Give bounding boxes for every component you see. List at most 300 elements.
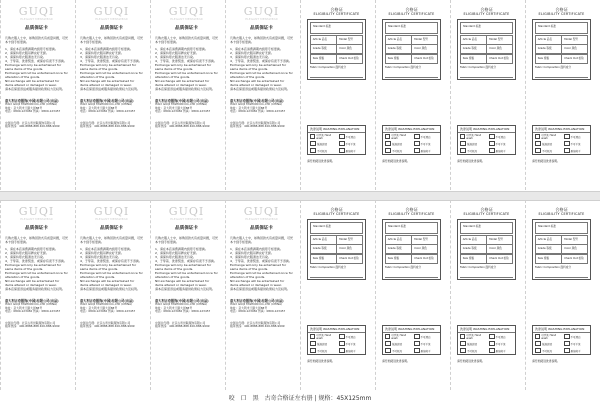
field-model: Model 型号 bbox=[411, 235, 438, 245]
hang-dry-icon bbox=[414, 348, 420, 353]
warranty-rule: 3、请保持原衣服清洁无污染。 bbox=[155, 55, 196, 59]
wash-item: 悬挂晾干 bbox=[562, 347, 591, 354]
warranty-rule: 3、请保持原衣服清洁无污染。 bbox=[5, 55, 46, 59]
wash-box bbox=[532, 125, 591, 155]
brand-logo: GUQI bbox=[93, 5, 130, 18]
dryclean-icon bbox=[564, 141, 570, 146]
dryclean-icon bbox=[564, 341, 570, 346]
hang-dry-icon bbox=[489, 148, 495, 153]
warranty-intro: 凡购衣服人士中，如购回款式有质量问题，可凭本卡到专柜更换。 bbox=[5, 236, 69, 244]
warranty-rule: 请本店保留退货或服务提供政策权力及权利。 bbox=[230, 87, 291, 91]
warranty-title: 品质保证卡 bbox=[250, 226, 273, 231]
company-address: 地址：意大利米兰路大街88号 bbox=[155, 305, 193, 310]
wash-item: 可手洗 Hand wash bbox=[308, 333, 337, 340]
warranty-rule: Exchange will only be entertained for same items of the goods. bbox=[230, 263, 287, 271]
wash-item: 低温熨烫 bbox=[533, 140, 562, 147]
field-grade: Grade 等级 bbox=[385, 44, 412, 54]
wash-item: 不可机洗 bbox=[533, 347, 562, 354]
field-check: Check Out 检验 bbox=[486, 54, 513, 64]
cert-subtitle: ELIGIBILITY CERTIFICATE bbox=[388, 212, 435, 216]
warranty-card-3 bbox=[150, 0, 222, 190]
warranty-rule: Exchange will only be entertained for same items of the goods. bbox=[5, 263, 62, 271]
company-cn: 意大利古奇服饰(中国)有限公司(出品) bbox=[230, 299, 284, 303]
certificate-card-6 bbox=[375, 200, 447, 390]
warranty-rule: Exchange will not be entertained once for alteration of the goods. bbox=[155, 71, 218, 79]
wash-item: 不可干洗 bbox=[487, 140, 516, 147]
cert-title: 合格证 bbox=[405, 207, 418, 212]
cert-title: 合格证 bbox=[405, 7, 418, 12]
iron-icon bbox=[385, 141, 391, 146]
company-tel: 电话：0800-123456 传真：0800-123457 bbox=[155, 309, 211, 314]
field-size: Size 规格 bbox=[460, 254, 487, 264]
company-address: 地址：意大利米兰路大街88号 bbox=[5, 105, 43, 110]
maker-tel: 服务热线：400-8888-888 400-888-9999 bbox=[155, 124, 210, 129]
machine-wash-icon bbox=[535, 148, 541, 153]
hang-dry-icon bbox=[489, 348, 495, 353]
company-cn: 意大利古奇服饰(中国)有限公司(出品) bbox=[80, 99, 134, 103]
company-tel: 电话：0800-123456 传真：0800-123457 bbox=[5, 309, 61, 314]
warranty-intro: 凡购衣服人士中，如购回款式有质量问题，可凭本卡到专柜更换。 bbox=[80, 236, 144, 244]
cert-fields bbox=[307, 219, 366, 280]
cert-fields bbox=[532, 219, 591, 280]
iron-icon bbox=[385, 341, 391, 346]
brand-logo: GUQI bbox=[168, 205, 205, 218]
brand-logo: GUQI bbox=[18, 5, 55, 18]
warranty-rule: NO exchange will be entertained for items altered or damaged in wear. bbox=[230, 279, 285, 287]
cert-fields bbox=[382, 19, 441, 80]
warranty-rule: 2、请保持原衣服吊牌完好无损。 bbox=[230, 251, 274, 255]
brand-logo: GUQI bbox=[243, 205, 280, 218]
field-article: Article 品名 bbox=[310, 235, 337, 245]
maker: 中国总代理：北京古奇世联服饰有限公司 bbox=[155, 320, 206, 325]
wash-item: 悬挂晾干 bbox=[337, 347, 366, 354]
warranty-rule: 3、请保持原衣服清洁无污染。 bbox=[80, 55, 121, 59]
certificate-card-4 bbox=[525, 0, 597, 190]
company-en: ITALY GUQI FASHION CO.,LTD (CHINA) bbox=[230, 102, 283, 106]
warranty-rule: 3、请保持原衣服清洁无污染。 bbox=[230, 255, 271, 259]
warranty-rule: Exchange will not be entertained once for alteration of the goods. bbox=[5, 271, 68, 279]
warranty-rule: Exchange will only be entertained for same items of the goods. bbox=[155, 263, 212, 271]
warranty-rule: 4、于穿着、洗涤熨烫、或保存有误不予退换。 bbox=[80, 59, 142, 63]
wash-box bbox=[307, 325, 366, 355]
iron-icon bbox=[535, 341, 541, 346]
wash-item: 不可漂白 bbox=[337, 133, 366, 140]
bleach-icon bbox=[564, 334, 570, 339]
hang-dry-icon bbox=[564, 148, 570, 153]
wash-item: 不可干洗 bbox=[412, 140, 441, 147]
machine-wash-icon bbox=[385, 348, 391, 353]
maker-tel: 服务热线：400-8888-888 400-888-9999 bbox=[80, 124, 135, 129]
machine-wash-icon bbox=[460, 148, 466, 153]
cert-fields bbox=[457, 19, 516, 80]
warranty-card-6 bbox=[75, 200, 147, 390]
warranty-rule: 4、于穿着、洗涤熨烫、或保存有误不予退换。 bbox=[5, 59, 67, 63]
warranty-rule: Exchange will not be entertained once for alteration of the goods. bbox=[230, 271, 293, 279]
warranty-rule: 请本店保留退货或服务提供政策权力及权利。 bbox=[80, 287, 141, 291]
bleach-icon bbox=[414, 134, 420, 139]
wash-box bbox=[382, 325, 441, 355]
machine-wash-icon bbox=[460, 348, 466, 353]
certificate-card-5 bbox=[300, 200, 372, 390]
warranty-card-1 bbox=[0, 0, 72, 190]
field-size: Size 规格 bbox=[535, 54, 562, 64]
wash-head: 洗涤说明 WASHING EXPLANATION bbox=[383, 126, 440, 133]
company-en: ITALY GUQI FASHION CO.,LTD (CHINA) bbox=[80, 302, 133, 306]
brand-logo: GUQI bbox=[93, 205, 130, 218]
certificate-card-7 bbox=[450, 200, 522, 390]
wash-icon bbox=[535, 334, 540, 339]
field-color: Color 颜色 bbox=[486, 44, 513, 54]
wash-item: 悬挂晾干 bbox=[562, 147, 591, 154]
wash-item: 不可干洗 bbox=[337, 340, 366, 347]
warranty-rule: Exchange will only be entertained for same items of the goods. bbox=[80, 263, 137, 271]
field-check: Check Out 检验 bbox=[561, 54, 588, 64]
maker-tel: 服务热线：400-8888-888 400-888-9999 bbox=[230, 124, 285, 129]
warranty-rule: 1、请在本店消费满期内到原专柜更换。 bbox=[155, 247, 208, 251]
cert-foot: 请仔细阅读洗涤说明。 bbox=[457, 359, 485, 364]
wash-item: 可手洗 Hand wash bbox=[533, 133, 562, 140]
warranty-rule: 1、请在本店消费满期内到原专柜更换。 bbox=[155, 47, 208, 51]
field-model: Model 型号 bbox=[486, 35, 513, 45]
wash-box bbox=[457, 325, 516, 355]
field-color: Color 颜色 bbox=[561, 44, 588, 54]
warranty-title: 品质保证卡 bbox=[100, 26, 123, 31]
wash-head: 洗涤说明 WASHING EXPLANATION bbox=[458, 126, 515, 133]
brand-tagline: ELEGANT MENSWEAR bbox=[20, 17, 53, 21]
warranty-rule: 1、请在本店消费满期内到原专柜更换。 bbox=[80, 247, 133, 251]
dryclean-icon bbox=[489, 341, 495, 346]
wash-head: 洗涤说明 WASHING EXPLANATION bbox=[533, 126, 590, 133]
field-size: Size 规格 bbox=[385, 54, 412, 64]
company-en: ITALY GUQI FASHION CO.,LTD (CHINA) bbox=[155, 102, 208, 106]
wash-icon bbox=[460, 334, 465, 339]
field-grade: Grade 等级 bbox=[460, 244, 487, 254]
field-check: Check Out 检验 bbox=[336, 54, 363, 64]
company-address: 地址：意大利米兰路大街88号 bbox=[5, 305, 43, 310]
company-tel: 电话：0800-123456 传真：0800-123457 bbox=[80, 109, 136, 114]
warranty-rule: 1、请在本店消费满期内到原专柜更换。 bbox=[5, 47, 58, 51]
wash-item: 不可干洗 bbox=[487, 340, 516, 347]
wash-item: 不可干洗 bbox=[562, 140, 591, 147]
warranty-rule: 1、请在本店消费满期内到原专柜更换。 bbox=[230, 47, 283, 51]
warranty-rule: 3、请保持原衣服清洁无污染。 bbox=[230, 55, 271, 59]
warranty-rule: NO exchange will be entertained for items altered or damaged in wear. bbox=[155, 279, 210, 287]
wash-item: 低温熨烫 bbox=[533, 340, 562, 347]
brand-tagline: ELEGANT MENSWEAR bbox=[95, 217, 128, 221]
warranty-rule: Exchange will only be entertained for same items of the goods. bbox=[80, 63, 137, 71]
cert-subtitle: ELIGIBILITY CERTIFICATE bbox=[463, 12, 510, 16]
field-color: Color 颜色 bbox=[336, 244, 363, 254]
warranty-rule: 1、请在本店消费满期内到原专柜更换。 bbox=[5, 247, 58, 251]
cert-title: 合格证 bbox=[480, 207, 493, 212]
wash-item: 可手洗 Hand wash bbox=[533, 333, 562, 340]
company-tel: 电话：0800-123456 传真：0800-123457 bbox=[230, 309, 286, 314]
wash-item: 不可机洗 bbox=[383, 347, 412, 354]
field-check: Check Out 检验 bbox=[336, 254, 363, 264]
field-size: Size 规格 bbox=[460, 54, 487, 64]
bleach-icon bbox=[414, 334, 420, 339]
field-standard: Standard 标准 bbox=[310, 222, 363, 234]
cert-title: 合格证 bbox=[330, 207, 343, 212]
warranty-card-7 bbox=[150, 200, 222, 390]
field-model: Model 型号 bbox=[561, 235, 588, 245]
wash-head: 洗涤说明 WASHING EXPLANATION bbox=[458, 326, 515, 333]
iron-icon bbox=[310, 341, 316, 346]
cert-fields bbox=[382, 219, 441, 280]
cert-subtitle: ELIGIBILITY CERTIFICATE bbox=[388, 12, 435, 16]
warranty-rule: 4、于穿着、洗涤熨烫、或保存有误不予退换。 bbox=[155, 59, 217, 63]
wash-item: 低温熨烫 bbox=[383, 140, 412, 147]
wash-item: 不可机洗 bbox=[308, 147, 337, 154]
warranty-rule: NO exchange will be entertained for items altered or damaged in wear. bbox=[155, 79, 210, 87]
company-cn: 意大利古奇服饰(中国)有限公司(出品) bbox=[230, 99, 284, 103]
field-check: Check Out 检验 bbox=[411, 254, 438, 264]
warranty-title: 品质保证卡 bbox=[25, 26, 48, 31]
hang-dry-icon bbox=[339, 148, 345, 153]
company-address: 地址：意大利米兰路大街88号 bbox=[155, 105, 193, 110]
warranty-rule: 4、于穿着、洗涤熨烫、或保存有误不予退换。 bbox=[230, 259, 292, 263]
warranty-rule: NO exchange will be entertained for items altered or damaged in wear. bbox=[80, 279, 135, 287]
wash-head: 洗涤说明 WASHING EXPLANATION bbox=[308, 126, 365, 133]
warranty-card-5 bbox=[0, 200, 72, 390]
cert-fields bbox=[457, 219, 516, 280]
wash-item: 低温熨烫 bbox=[308, 340, 337, 347]
bleach-icon bbox=[489, 334, 495, 339]
wash-item: 可手洗 Hand wash bbox=[383, 133, 412, 140]
warranty-rule: Exchange will not be entertained once for alteration of the goods. bbox=[80, 71, 143, 79]
company-en: ITALY GUQI FASHION CO.,LTD (CHINA) bbox=[230, 302, 283, 306]
field-standard: Standard 标准 bbox=[385, 22, 438, 34]
field-fabric: Fabric Composition 面料成分 bbox=[385, 65, 438, 78]
cert-foot: 请仔细阅读洗涤说明。 bbox=[307, 359, 335, 364]
field-fabric: Fabric Composition 面料成分 bbox=[385, 265, 438, 278]
brand-tagline: ELEGANT MENSWEAR bbox=[170, 17, 203, 21]
cert-subtitle: ELIGIBILITY CERTIFICATE bbox=[538, 12, 585, 16]
wash-item: 不可机洗 bbox=[533, 147, 562, 154]
wash-item: 不可漂白 bbox=[487, 133, 516, 140]
brand-logo: GUQI bbox=[168, 5, 205, 18]
warranty-card-8 bbox=[225, 200, 297, 390]
dryclean-icon bbox=[339, 341, 345, 346]
company-tel: 电话：0800-123456 传真：0800-123457 bbox=[230, 109, 286, 114]
field-size: Size 规格 bbox=[310, 254, 337, 264]
cert-fields bbox=[532, 19, 591, 80]
company-address: 地址：意大利米兰路大街88号 bbox=[230, 105, 268, 110]
company-address: 地址：意大利米兰路大街88号 bbox=[80, 105, 118, 110]
warranty-rule: 3、请保持原衣服清洁无污染。 bbox=[5, 255, 46, 259]
maker: 中国总代理：北京古奇世联服饰有限公司 bbox=[5, 320, 56, 325]
wash-head: 洗涤说明 WASHING EXPLANATION bbox=[308, 326, 365, 333]
brand-tagline: ELEGANT MENSWEAR bbox=[95, 17, 128, 21]
company-cn: 意大利古奇服饰(中国)有限公司(出品) bbox=[5, 299, 59, 303]
cert-foot: 请仔细阅读洗涤说明。 bbox=[457, 159, 485, 164]
field-check: Check Out 检验 bbox=[561, 254, 588, 264]
certificate-card-8 bbox=[525, 200, 597, 390]
company-cn: 意大利古奇服饰(中国)有限公司(出品) bbox=[155, 299, 209, 303]
warranty-rule: NO exchange will be entertained for items altered or damaged in wear. bbox=[230, 79, 285, 87]
company-cn: 意大利古奇服饰(中国)有限公司(出品) bbox=[5, 99, 59, 103]
maker-tel: 服务热线：400-8888-888 400-888-9999 bbox=[230, 324, 285, 329]
wash-icon bbox=[460, 134, 465, 139]
field-check: Check Out 检验 bbox=[411, 54, 438, 64]
brand-logo: GUQI bbox=[243, 5, 280, 18]
field-article: Article 品名 bbox=[310, 35, 337, 45]
wash-item: 不可机洗 bbox=[458, 147, 487, 154]
field-grade: Grade 等级 bbox=[460, 44, 487, 54]
field-size: Size 规格 bbox=[310, 54, 337, 64]
maker: 中国总代理：北京古奇世联服饰有限公司 bbox=[230, 320, 281, 325]
warranty-intro: 凡购衣服人士中，如购回款式有质量问题，可凭本卡到专柜更换。 bbox=[230, 236, 294, 244]
hang-dry-icon bbox=[414, 148, 420, 153]
warranty-rule: 3、请保持原衣服清洁无污染。 bbox=[80, 255, 121, 259]
wash-box bbox=[307, 125, 366, 155]
wash-box bbox=[382, 125, 441, 155]
wash-icon bbox=[310, 134, 315, 139]
field-color: Color 颜色 bbox=[411, 244, 438, 254]
wash-icon bbox=[385, 334, 390, 339]
field-fabric: Fabric Composition 面料成分 bbox=[310, 265, 363, 278]
warranty-intro: 凡购衣服人士中，如购回款式有质量问题，可凭本卡到专柜更换。 bbox=[5, 36, 69, 44]
field-standard: Standard 标准 bbox=[310, 22, 363, 34]
warranty-rule: Exchange will not be entertained once for alteration of the goods. bbox=[5, 71, 68, 79]
company-cn: 意大利古奇服饰(中国)有限公司(出品) bbox=[80, 299, 134, 303]
field-article: Article 品名 bbox=[460, 235, 487, 245]
warranty-intro: 凡购衣服人士中，如购回款式有质量问题，可凭本卡到专柜更换。 bbox=[230, 36, 294, 44]
machine-wash-icon bbox=[310, 348, 316, 353]
warranty-title: 品质保证卡 bbox=[100, 226, 123, 231]
wash-item: 不可漂白 bbox=[487, 333, 516, 340]
wash-item: 不可机洗 bbox=[383, 147, 412, 154]
warranty-rule: 2、请保持原衣服吊牌完好无损。 bbox=[5, 251, 49, 255]
company-cn: 意大利古奇服饰(中国)有限公司(出品) bbox=[155, 99, 209, 103]
certificate-card-3 bbox=[450, 0, 522, 190]
field-standard: Standard 标准 bbox=[460, 222, 513, 234]
warranty-rule: Exchange will only be entertained for same items of the goods. bbox=[230, 63, 287, 71]
wash-item: 可手洗 Hand wash bbox=[458, 133, 487, 140]
warranty-rule: Exchange will not be entertained once for alteration of the goods. bbox=[155, 271, 218, 279]
warranty-rule: 2、请保持原衣服吊牌完好无损。 bbox=[80, 51, 124, 55]
warranty-rule: NO exchange will be entertained for items altered or damaged in wear. bbox=[5, 79, 60, 87]
brand-tagline: ELEGANT MENSWEAR bbox=[245, 17, 278, 21]
warranty-title: 品质保证卡 bbox=[250, 26, 273, 31]
iron-icon bbox=[535, 141, 541, 146]
warranty-intro: 凡购衣服人士中，如购回款式有质量问题，可凭本卡到专柜更换。 bbox=[80, 36, 144, 44]
wash-item: 可手洗 Hand wash bbox=[308, 133, 337, 140]
company-address: 地址：意大利米兰路大街88号 bbox=[80, 305, 118, 310]
hang-dry-icon bbox=[564, 348, 570, 353]
wash-item: 低温熨烫 bbox=[308, 140, 337, 147]
wash-icon bbox=[535, 134, 540, 139]
certificate-card-1 bbox=[300, 0, 372, 190]
maker: 中国总代理：北京古奇世联服饰有限公司 bbox=[80, 320, 131, 325]
field-fabric: Fabric Composition 面料成分 bbox=[535, 65, 588, 78]
maker: 中国总代理：北京古奇世联服饰有限公司 bbox=[5, 120, 56, 125]
field-color: Color 颜色 bbox=[336, 44, 363, 54]
iron-icon bbox=[460, 341, 466, 346]
field-grade: Grade 等级 bbox=[310, 44, 337, 54]
machine-wash-icon bbox=[310, 148, 316, 153]
cert-foot: 请仔细阅读洗涤说明。 bbox=[382, 359, 410, 364]
warranty-title: 品质保证卡 bbox=[25, 226, 48, 231]
company-en: ITALY GUQI FASHION CO.,LTD (CHINA) bbox=[5, 102, 58, 106]
warranty-rule: 请本店保留退货或服务提供政策权力及权利。 bbox=[230, 287, 291, 291]
wash-item: 不可漂白 bbox=[412, 133, 441, 140]
wash-item: 不可漂白 bbox=[562, 133, 591, 140]
field-fabric: Fabric Composition 面料成分 bbox=[535, 265, 588, 278]
machine-wash-icon bbox=[535, 348, 541, 353]
brand-tagline: ELEGANT MENSWEAR bbox=[245, 217, 278, 221]
warranty-rule: 3、请保持原衣服清洁无污染。 bbox=[155, 255, 196, 259]
field-color: Color 颜色 bbox=[411, 44, 438, 54]
warranty-rule: 2、请保持原衣服吊牌完好无损。 bbox=[155, 51, 199, 55]
warranty-rule: NO exchange will be entertained for items altered or damaged in wear. bbox=[5, 279, 60, 287]
company-en: ITALY GUQI FASHION CO.,LTD (CHINA) bbox=[155, 302, 208, 306]
warranty-rule: NO exchange will be entertained for items altered or damaged in wear. bbox=[80, 79, 135, 87]
wash-item: 悬挂晾干 bbox=[412, 147, 441, 154]
field-size: Size 规格 bbox=[535, 254, 562, 264]
field-model: Model 型号 bbox=[336, 35, 363, 45]
field-grade: Grade 等级 bbox=[535, 244, 562, 254]
field-color: Color 颜色 bbox=[486, 244, 513, 254]
warranty-card-4 bbox=[225, 0, 297, 190]
company-tel: 电话：0800-123456 传真：0800-123457 bbox=[5, 109, 61, 114]
hang-dry-icon bbox=[339, 348, 345, 353]
warranty-rule: 2、请保持原衣服吊牌完好无损。 bbox=[155, 251, 199, 255]
bleach-icon bbox=[564, 134, 570, 139]
wash-icon bbox=[310, 334, 315, 339]
cert-title: 合格证 bbox=[330, 7, 343, 12]
maker-tel: 服务热线：400-8888-888 400-888-9999 bbox=[5, 124, 60, 129]
warranty-rule: 请本店保留退货或服务提供政策权力及权利。 bbox=[155, 87, 216, 91]
field-size: Size 规格 bbox=[385, 254, 412, 264]
warranty-intro: 凡购衣服人士中，如购回款式有质量问题，可凭本卡到专柜更换。 bbox=[155, 36, 219, 44]
dryclean-icon bbox=[414, 141, 420, 146]
field-model: Model 型号 bbox=[411, 35, 438, 45]
cert-title: 合格证 bbox=[555, 207, 568, 212]
warranty-rule: Exchange will not be entertained once for alteration of the goods. bbox=[230, 71, 293, 79]
warranty-rule: Exchange will only be entertained for same items of the goods. bbox=[5, 63, 62, 71]
warranty-rule: 2、请保持原衣服吊牌完好无损。 bbox=[5, 51, 49, 55]
warranty-title: 品质保证卡 bbox=[175, 226, 198, 231]
company-tel: 电话：0800-123456 传真：0800-123457 bbox=[80, 309, 136, 314]
warranty-rule: 2、请保持原衣服吊牌完好无损。 bbox=[80, 251, 124, 255]
warranty-rule: 4、于穿着、洗涤熨烫、或保存有误不予退换。 bbox=[80, 259, 142, 263]
wash-item: 不可机洗 bbox=[308, 347, 337, 354]
field-model: Model 型号 bbox=[561, 35, 588, 45]
wash-item: 悬挂晾干 bbox=[412, 347, 441, 354]
certificate-card-2 bbox=[375, 0, 447, 190]
iron-icon bbox=[310, 141, 316, 146]
field-standard: Standard 标准 bbox=[460, 22, 513, 34]
warranty-intro: 凡购衣服人士中，如购回款式有质量问题，可凭本卡到专柜更换。 bbox=[155, 236, 219, 244]
wash-item: 不可机洗 bbox=[458, 347, 487, 354]
field-model: Model 型号 bbox=[336, 235, 363, 245]
wash-item: 低温熨烫 bbox=[458, 340, 487, 347]
field-grade: Grade 等级 bbox=[535, 44, 562, 54]
company-en: ITALY GUQI FASHION CO.,LTD (CHINA) bbox=[80, 102, 133, 106]
field-standard: Standard 标准 bbox=[535, 222, 588, 234]
field-fabric: Fabric Composition 面料成分 bbox=[460, 65, 513, 78]
cert-foot: 请仔细阅读洗涤说明。 bbox=[532, 159, 560, 164]
warranty-rule: 请本店保留退货或服务提供政策权力及权利。 bbox=[5, 87, 66, 91]
bleach-icon bbox=[489, 134, 495, 139]
cert-foot: 请仔细阅读洗涤说明。 bbox=[382, 159, 410, 164]
warranty-rule: 4、于穿着、洗涤熨烫、或保存有误不予退换。 bbox=[155, 259, 217, 263]
company-tel: 电话：0800-123456 传真：0800-123457 bbox=[155, 109, 211, 114]
print-spec-caption: 咬 口 黑 古奇合格证左右册 | 规格：45X125mm bbox=[228, 395, 372, 402]
dryclean-icon bbox=[414, 341, 420, 346]
warranty-rule: 4、于穿着、洗涤熨烫、或保存有误不予退换。 bbox=[5, 259, 67, 263]
